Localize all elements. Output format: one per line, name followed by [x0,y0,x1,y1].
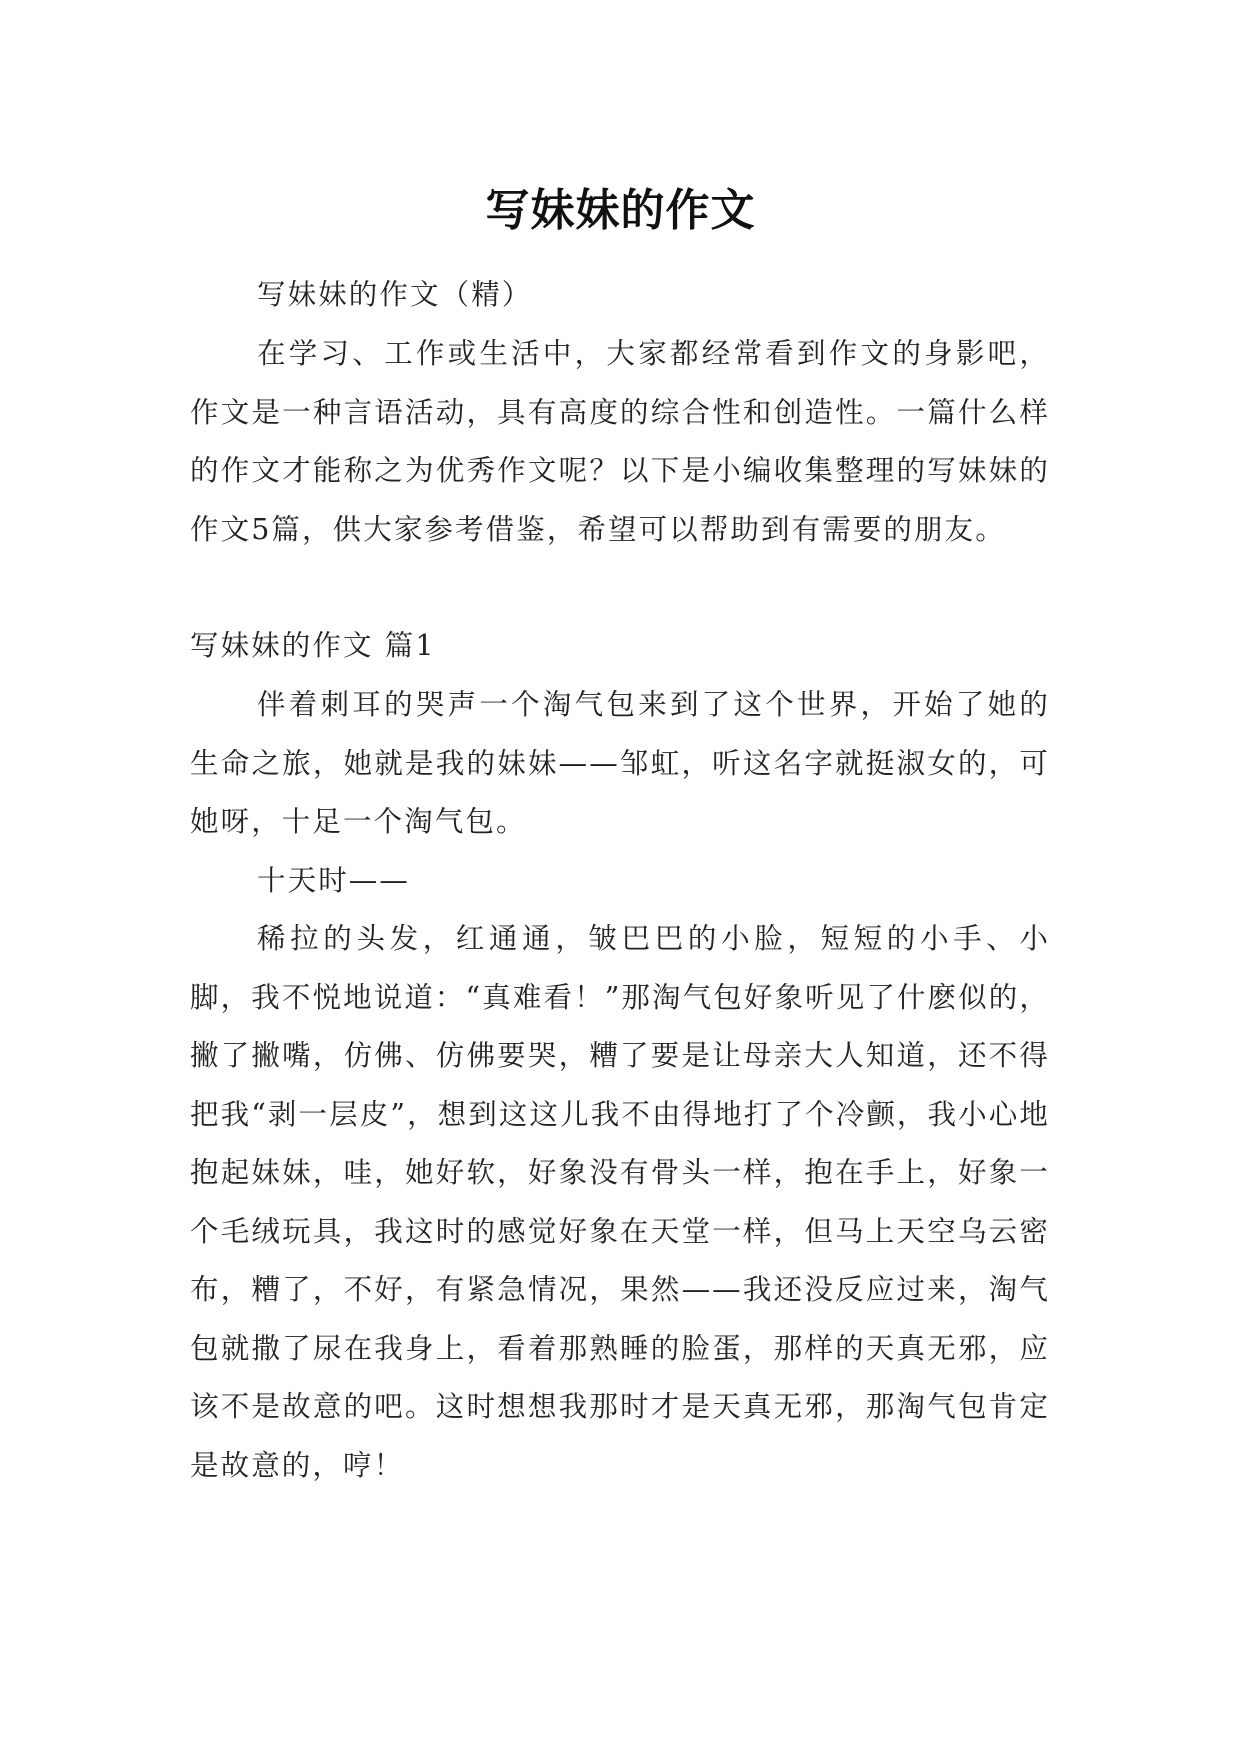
section-heading: 写妹妹的作文 篇1 [190,629,436,662]
document-title: 写妹妹的作文 [485,185,756,237]
story-paragraph-1: 伴着刺耳的哭声一个淘气包来到了这个世界，开始了她的生命之旅，她就是我的妹妹——邹虹，听这名字就挺淑女的，可她呀，十足一个淘气包。 [190,688,1050,838]
story-paragraph-2: 十天时—— [257,864,411,897]
intro-paragraph: 在学习、工作或生活中，大家都经常看到作文的身影吧，作文是一种言语活动，具有高度的综合性和创造性。一篇什么样的作文才能称之为优秀作文呢？以下是小编收集整理的写妹妹的作文5篇，供大家参考借鉴，希望可以帮助到有需要的朋友。 [190,337,1050,546]
story-paragraph-3: 稀拉的头发，红通通，皱巴巴的小脸，短短的小手、小脚，我不悦地说道：“真难看！”那淘气包好象听见了什麽似的，撇了撇嘴，仿佛、仿佛要哭，糟了要是让母亲大人知道，还不得把我“剥一层皮”，想到这这儿我不由得地打了个冷颤，我小心地抱起妹妹，哇，她好软，好象没有骨头一样，抱在手上，好象一个毛绒玩具，我这时的感觉好象在天堂一样，但马上天空乌云密布，糟了，不好，有紧急情况，果然——我还没反应过来，淘气包就撒了尿在我身上，看着那熟睡的脸蛋，那样的天真无邪，应该不是故意的吧。这时想想我那时才是天真无邪，那淘气包肯定是故意的，哼！ [190,922,1050,1482]
document-subtitle: 写妹妹的作文（精） [257,278,533,311]
